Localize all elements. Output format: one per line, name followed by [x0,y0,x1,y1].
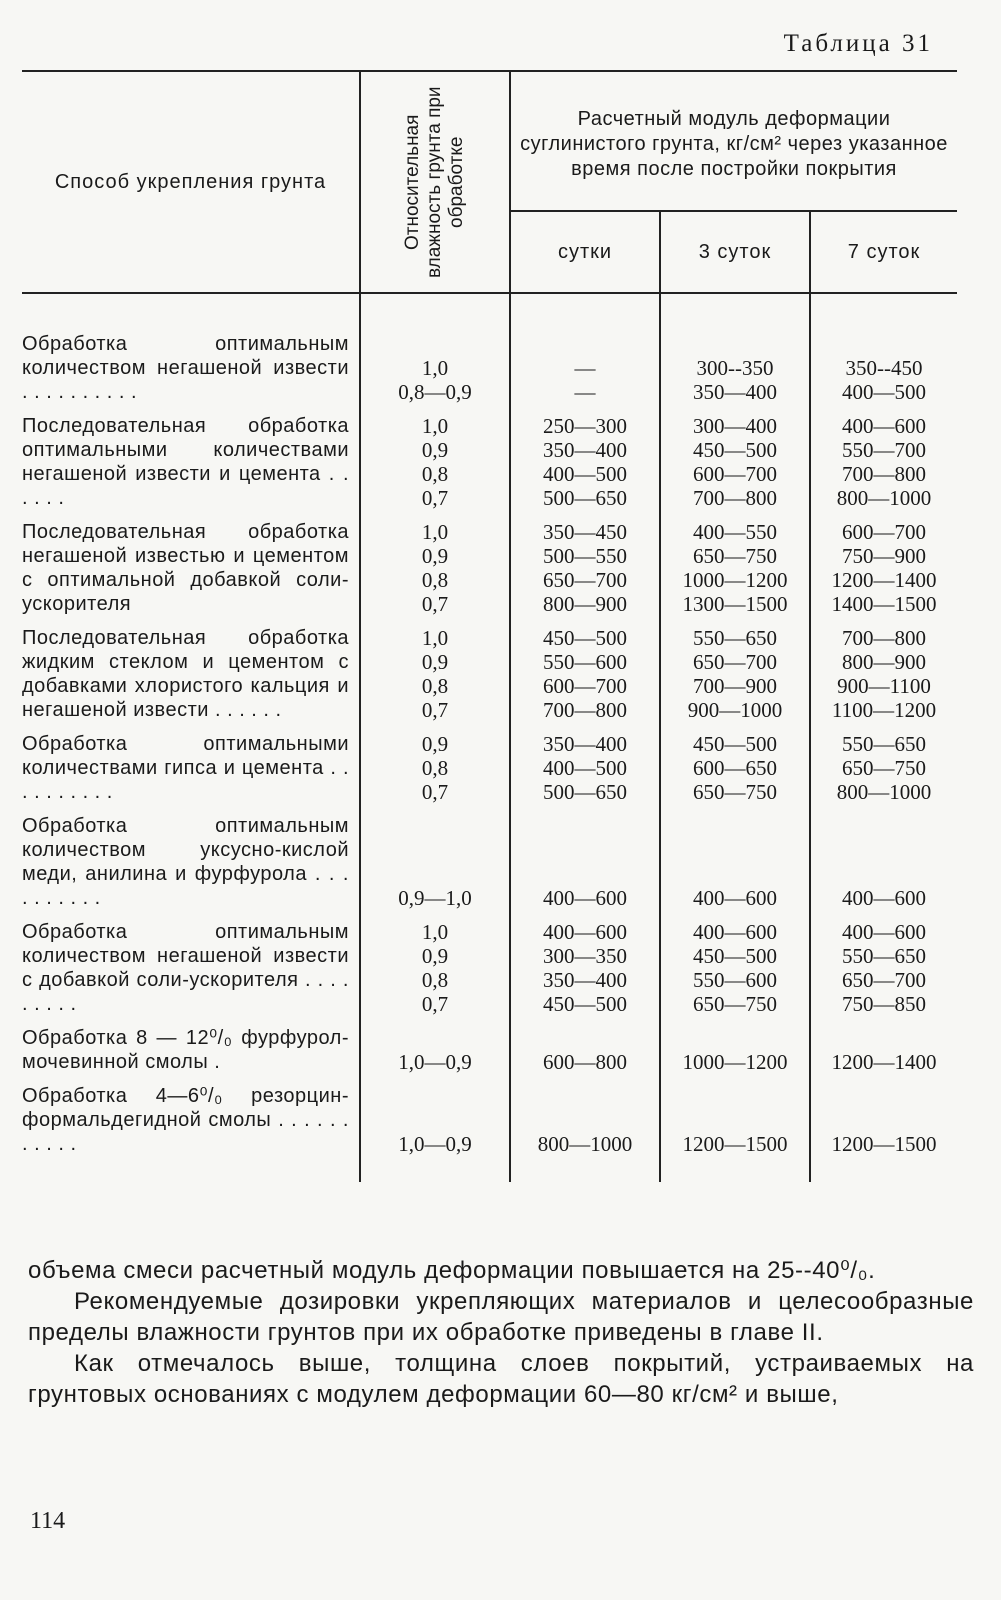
header-humidity-text: Относительная влажность грунта при обработке [402,86,467,278]
day3-cell [660,1079,810,1182]
humidity-cell [360,621,510,727]
value-line: 800—1000 [836,486,932,510]
value-line: 0,9—1,0 [398,886,472,910]
value-line: 0,7 [421,780,449,804]
value-line: 0,8 [421,674,449,698]
value-line: 350—400 [543,732,627,756]
table-row [22,1021,957,1079]
value-line: 1,0 [421,520,449,544]
value-line: 650—700 [543,568,627,592]
humidity-cell [360,1021,510,1079]
value-line: 800—1000 [537,1132,633,1156]
header-method: Способ укрепления грунта [22,71,360,293]
method-cell: Последовательная обработка негашеной известью и цементом с оптимальной добавкой соли-ускорителя [22,521,349,615]
day1-cell [510,915,660,1021]
value-line: 0,7 [421,992,449,1016]
day1-cell [510,293,660,409]
humidity-cell [360,409,510,515]
humidity-cell [360,515,510,621]
value-line: 400—600 [842,920,927,944]
table-row [22,515,957,621]
value-line: — [574,356,596,380]
value-line: 400—600 [842,886,927,910]
value-line: 1200—1400 [831,568,937,592]
header-modulus: Расчетный модуль деформации суглинистого грунта, кг/см² через указанное время после постройки покрытия [510,71,957,211]
value-line: 900—1000 [687,698,783,722]
day7-cell [810,727,957,809]
header-period: 7 суток [810,211,957,293]
day3-cell [660,809,810,915]
value-line: 450—500 [693,732,777,756]
value-line: — [574,380,596,404]
method-cell: Обработка оптимальным количеством уксусно-кислой меди, анилина и фурфурола . . . . . . . . . . [22,815,349,909]
value-line: 1100—1200 [831,698,937,722]
value-line: 350—400 [543,968,627,992]
value-line: 1000—1200 [682,1050,788,1074]
header-humidity [360,71,510,293]
value-line: 550—700 [842,438,927,462]
value-line: 550—650 [842,732,927,756]
table-row [22,409,957,515]
value-line: 650—750 [693,992,777,1016]
value-line: 250—300 [543,414,627,438]
value-line: 0,9 [421,732,449,756]
value-line: 800—900 [842,650,927,674]
value-line: 650—700 [842,968,927,992]
humidity-cell [360,915,510,1021]
value-line: 500—550 [543,544,627,568]
day3-cell [660,621,810,727]
value-line: 750—900 [842,544,927,568]
value-line: 0,7 [421,486,449,510]
table-body [22,293,957,1182]
value-line: 550—650 [693,626,777,650]
value-line: 0,9 [421,438,449,462]
value-line: 300--350 [696,356,774,380]
day7-cell [810,915,957,1021]
day7-cell [810,1021,957,1079]
value-line: 650—750 [842,756,927,780]
value-line: 400—600 [693,920,777,944]
value-line: 400—600 [842,414,927,438]
day7-cell [810,409,957,515]
day3-cell [660,915,810,1021]
value-line: 450—500 [543,626,627,650]
value-line: 450—500 [543,992,627,1016]
value-line: 700—800 [543,698,627,722]
value-line: 450—500 [693,944,777,968]
value-line: 800—900 [543,592,627,616]
day1-cell [510,1079,660,1182]
value-line: 600—800 [543,1050,627,1074]
value-line: 500—650 [543,486,627,510]
table-row [22,621,957,727]
value-line: 650—700 [693,650,777,674]
value-line: 0,8 [421,968,449,992]
value-line: 700—800 [842,626,927,650]
value-line: 400—500 [543,756,627,780]
value-line: 1,0 [421,920,449,944]
humidity-cell [360,293,510,409]
day3-cell [660,409,810,515]
method-cell: Обработка оптимальным количеством негашеной извести с добавкой соли-ускорителя . . . . . . . . . [22,921,349,1015]
value-line: 650—750 [693,544,777,568]
day1-cell [510,809,660,915]
humidity-cell [360,727,510,809]
paragraph: объема смеси расчетный модуль деформации повышается на 25--40⁰/₀. [28,1257,876,1284]
value-line: 600—700 [543,674,627,698]
day3-cell [660,1021,810,1079]
value-line: 1200—1500 [831,1132,937,1156]
table-row [22,915,957,1021]
day7-cell [810,515,957,621]
body-text [28,1255,974,1410]
paragraph: Рекомендуемые дозировки укрепляющих материалов и целесообразные пределы влажности грунтов при их обработке приведены в главе II. [28,1288,974,1346]
value-line: 600—650 [693,756,777,780]
value-line: 1,0—0,9 [398,1132,472,1156]
value-line: 0,8 [421,568,449,592]
day7-cell [810,293,957,409]
value-line: 700—900 [693,674,777,698]
deformation-modulus-table [22,70,957,1182]
table-row [22,727,957,809]
table-row [22,809,957,915]
value-line: 400—600 [543,886,627,910]
method-cell: Обработка оптимальным количеством негашеной извести . . . . . . . . . . [22,333,349,403]
value-line: 400—500 [842,380,927,404]
humidity-cell [360,1079,510,1182]
value-line: 0,8 [421,462,449,486]
day1-cell [510,1021,660,1079]
value-line: 0,9 [421,544,449,568]
method-cell: Обработка 4—6⁰/₀ резорцин-формальдегидной смолы . . . . . . . . . . . [22,1085,349,1155]
day1-cell [510,409,660,515]
value-line: 800—1000 [836,780,932,804]
day7-cell [810,809,957,915]
value-line: 450—500 [693,438,777,462]
value-line: 550—650 [842,944,927,968]
value-line: 400—550 [693,520,777,544]
value-line: 650—750 [693,780,777,804]
value-line: 1,0 [421,414,449,438]
method-cell: Последовательная обработка оптимальными количествами негашеной извести и цемента . . . . . . [22,415,349,509]
value-line: 1,0 [421,356,449,380]
value-line: 350--450 [845,356,923,380]
day3-cell [660,515,810,621]
value-line: 1200—1500 [682,1132,788,1156]
value-line: 350—400 [543,438,627,462]
value-line: 350—450 [543,520,627,544]
value-line: 900—1100 [837,674,931,698]
value-line: 300—350 [543,944,627,968]
header-period: 3 суток [660,211,810,293]
value-line: 700—800 [693,486,777,510]
day3-cell [660,293,810,409]
value-line: 0,8 [421,756,449,780]
paragraph: Как отмечалось выше, толщина слоев покрытий, устраиваемых на грунтовых основаниях с модулем деформации 60—80 кг/см² и выше, [28,1350,974,1408]
day1-cell [510,515,660,621]
value-line: 0,9 [421,650,449,674]
value-line: 550—600 [543,650,627,674]
value-line: 550—600 [693,968,777,992]
value-line: 1,0—0,9 [398,1050,472,1074]
value-line: 500—650 [543,780,627,804]
humidity-cell [360,809,510,915]
day3-cell [660,727,810,809]
value-line: 400—500 [543,462,627,486]
value-line: 1200—1400 [831,1050,937,1074]
value-line: 1000—1200 [682,568,788,592]
value-line: 750—850 [842,992,927,1016]
value-line: 1400—1500 [831,592,937,616]
value-line: 350—400 [693,380,777,404]
day1-cell [510,727,660,809]
value-line: 700—800 [842,462,927,486]
value-line: 1,0 [421,626,449,650]
table-caption: Таблица 31 [783,30,933,57]
value-line: 600—700 [842,520,927,544]
table-row [22,293,957,409]
value-line: 0,9 [421,944,449,968]
table-row [22,1079,957,1182]
value-line: 400—600 [693,886,777,910]
day7-cell [810,621,957,727]
value-line: 300—400 [693,414,777,438]
header-period: сутки [510,211,660,293]
value-line: 1300—1500 [682,592,788,616]
value-line: 0,7 [421,592,449,616]
method-cell: Последовательная обработка жидким стеклом и цементом с добавками хлористого кальция и негашеной извести . . . . . . [22,627,349,721]
day1-cell [510,621,660,727]
value-line: 400—600 [543,920,627,944]
page-number: 114 [30,1508,66,1534]
value-line: 0,7 [421,698,449,722]
method-cell: Обработка 8 — 12⁰/₀ фурфурол-мочевинной смолы . [22,1027,349,1073]
method-cell: Обработка оптимальными количествами гипса и цемента . . . . . . . . . . [22,733,349,803]
value-line: 600—700 [693,462,777,486]
day7-cell [810,1079,957,1182]
value-line: 0,8—0,9 [398,380,472,404]
